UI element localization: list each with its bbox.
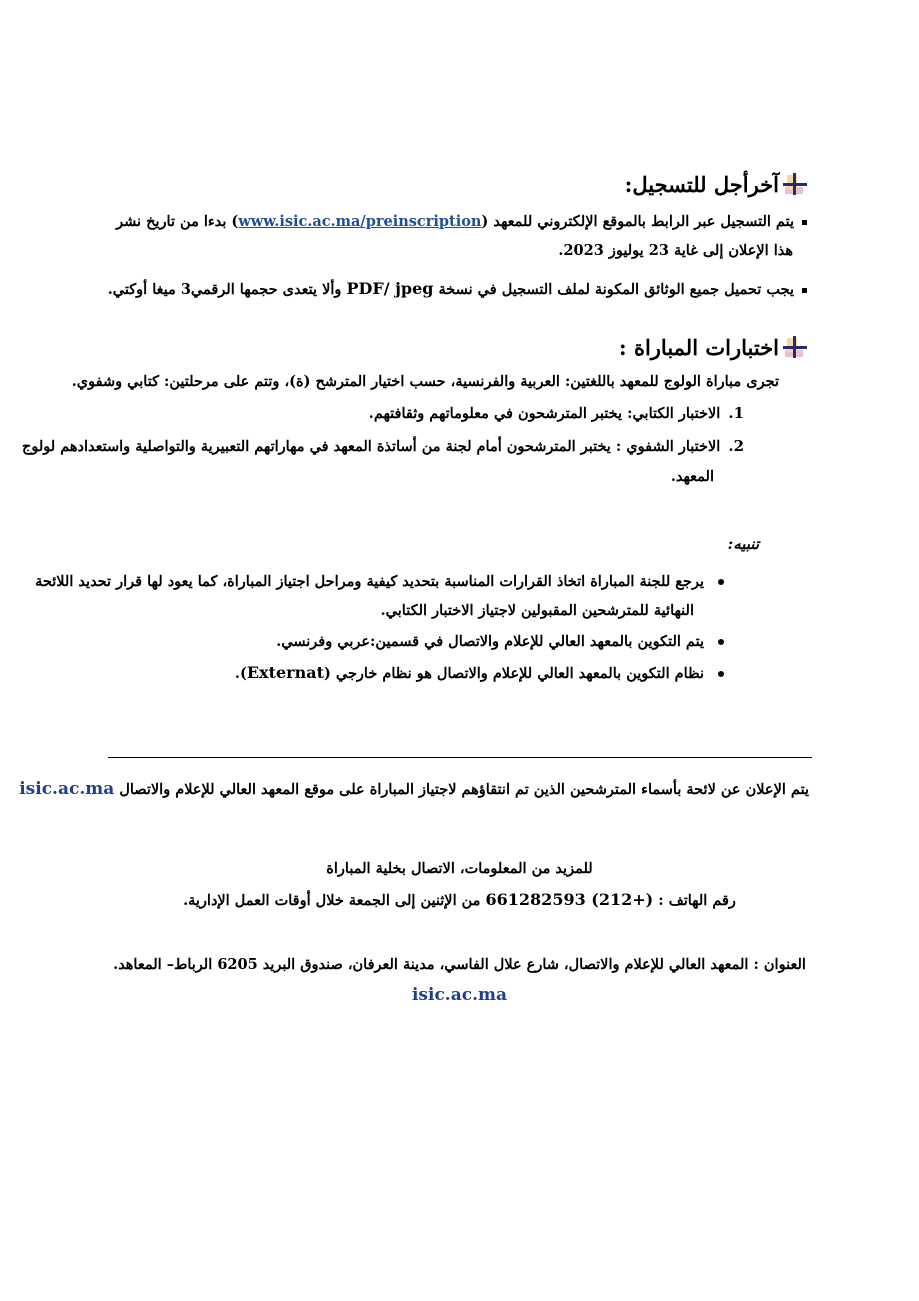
note-item-1-text: يرجع للجنة المباراة اتخاذ القرارات المناسبة بتحديد كيفية ومراحل اجتياز المباراة، كما يعود لها قرار تحديد اللائحة — [35, 573, 704, 590]
file-formats: PDF/ jpeg — [346, 279, 434, 298]
round-bullet-icon — [718, 671, 724, 677]
externat-term: Externat — [246, 663, 324, 682]
note-item-2-text: يتم التكوين بالمعهد العالي للإعلام والاتصال في قسمين:عربي وفرنسي. — [276, 633, 704, 650]
registration-bullet-2 — [108, 279, 807, 298]
exams-item-2-text: الاختبار الشفوي : يختبر المترشحون أمام لجنة من أساتذة المعهد في مهاراتهم التعبيرية والتواصلية واستعدادهم لولوج — [21, 438, 721, 455]
registration-bullet-2-text-a: يجب تحميل جميع الوثائق المكونة لملف التسجيل في نسخة — [438, 281, 794, 298]
contact-line-1: للمزيد من المعلومات، الاتصال بخلية المباراة — [326, 860, 593, 877]
note-item-3 — [235, 663, 724, 682]
announcement-line — [19, 779, 809, 799]
registration-bullet-1 — [116, 213, 807, 230]
registration-heading — [625, 172, 809, 197]
exams-intro: تجرى مباراة الولوج للمعهد باللغتين: العربية والفرنسية، حسب اختيار المترشح (ة)، وتتم على مرحلتين: كتابي وشفوي. — [71, 373, 779, 390]
horizontal-divider — [108, 757, 812, 758]
address-line: العنوان : المعهد العالي للإعلام والاتصال، شارع علال الفاسي، مدينة العرفان، صندوق البريد 6205 الرباط– المعاهد. — [113, 956, 806, 973]
registration-heading-text: آخرأجل للتسجيل: — [624, 172, 779, 197]
contact-phone: 661282593 (212+) — [485, 890, 654, 909]
announcement-text: يتم الإعلان عن لائحة بأسماء المترشحين الذين تم انتقاؤهم لاجتياز المباراة على موقع المعهد العالي للإعلام والاتصال — [119, 781, 809, 798]
cross-marker-icon — [783, 173, 809, 197]
exams-heading-text: اختبارات المباراة : — [618, 335, 779, 360]
exams-item-1-text: الاختبار الكتابي: يختبر المترشحون في معلوماتهم وثقافتهم. — [368, 405, 721, 422]
square-bullet-icon — [802, 220, 807, 225]
registration-bullet-2-text-b: وألا يتعدى حجمها الرقمي3 ميغا أوكتي. — [107, 281, 342, 298]
footer-site — [0, 985, 919, 1005]
exams-item-1-number: 1. — [728, 404, 744, 422]
round-bullet-icon — [718, 639, 724, 645]
contact-phone-label: رقم الهاتف : — [658, 892, 736, 909]
registration-bullet-1-text-a: يتم التسجيل عبر الرابط بالموقع الإلكتروني للمعهد ( — [481, 213, 794, 230]
note-item-3-text-a: نظام التكوين بالمعهد العالي للإعلام والاتصال هو نظام خارجي ( — [323, 665, 704, 682]
note-item-2 — [276, 633, 724, 650]
registration-bullet-1-text-b: ) بدءا من تاريخ نشر — [116, 213, 239, 230]
round-bullet-icon — [718, 579, 724, 585]
exams-item-1 — [369, 404, 744, 422]
cross-marker-icon — [783, 336, 809, 360]
contact-hours: من الإثنين إلى الجمعة خلال أوقات العمل الإدارية. — [183, 892, 481, 909]
contact-line-2 — [0, 890, 919, 909]
note-item-1 — [35, 573, 724, 590]
preinscription-link[interactable]: www.isic.ac.ma/preinscription — [238, 213, 482, 230]
square-bullet-icon — [802, 288, 807, 293]
announcement-site-link[interactable]: isic.ac.ma — [19, 779, 115, 799]
exams-item-2-number: 2. — [728, 437, 744, 455]
registration-bullet-1-line-2: هذا الإعلان إلى غاية 23 يوليوز 2023. — [558, 242, 793, 259]
exams-heading — [619, 335, 809, 360]
note-item-1-line-2: النهائية للمترشحين المقبولين لاجتياز الاختبار الكتابي. — [380, 602, 694, 619]
exams-item-2 — [22, 437, 744, 455]
exams-item-2-line-2: المعهد. — [670, 468, 714, 485]
note-item-3-text-b: ). — [234, 665, 247, 682]
footer-site-link[interactable]: isic.ac.ma — [411, 985, 508, 1005]
note-title: تنبيه: — [727, 535, 759, 553]
